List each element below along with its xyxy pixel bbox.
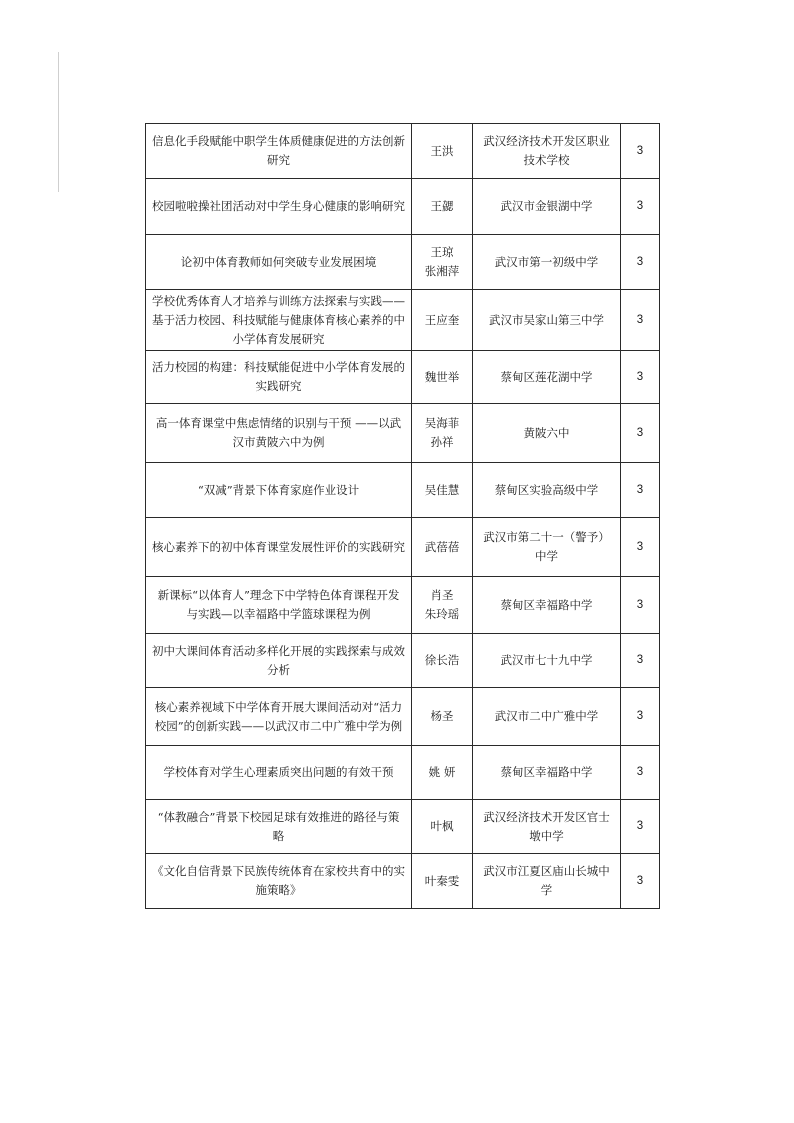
- score-cell: 3: [621, 235, 660, 290]
- author-cell: 吴佳慧: [412, 463, 473, 518]
- paper-title-cell: 新课标“以体育人”理念下中学特色体育课程开发与实践—以幸福路中学篮球课程为例: [146, 577, 412, 634]
- table-row: [146, 179, 660, 235]
- table-row: [146, 235, 660, 290]
- score-cell: 3: [621, 800, 660, 854]
- author-cell: 魏世举: [412, 351, 473, 404]
- school-cell: 武汉市第一初级中学: [473, 235, 621, 290]
- score-cell: 3: [621, 351, 660, 404]
- school-cell: 蔡甸区幸福路中学: [473, 577, 621, 634]
- table-row: [146, 634, 660, 688]
- author-cell: 武蓓蓓: [412, 518, 473, 577]
- score-cell: 3: [621, 179, 660, 235]
- school-cell: 武汉经济技术开发区官士墩中学: [473, 800, 621, 854]
- table-row: [146, 688, 660, 746]
- paper-title-cell: 论初中体育教师如何突破专业发展困境: [146, 235, 412, 290]
- school-cell: 武汉经济技术开发区职业技术学校: [473, 124, 621, 179]
- school-cell: 蔡甸区莲花湖中学: [473, 351, 621, 404]
- author-cell: 王应奎: [412, 290, 473, 351]
- paper-title-cell: 活力校园的构建：科技赋能促进中小学体育发展的实践研究: [146, 351, 412, 404]
- paper-title-cell: 《文化自信背景下民族传统体育在家校共育中的实施策略》: [146, 854, 412, 909]
- school-cell: 武汉市吴家山第三中学: [473, 290, 621, 351]
- score-cell: 3: [621, 518, 660, 577]
- score-cell: 3: [621, 577, 660, 634]
- score-cell: 3: [621, 688, 660, 746]
- table-row: [146, 404, 660, 463]
- paper-title-cell: 信息化手段赋能中职学生体质健康促进的方法创新研究: [146, 124, 412, 179]
- author-cell: 杨圣: [412, 688, 473, 746]
- table-row: [146, 124, 660, 179]
- paper-title-cell: “体教融合”背景下校园足球有效推进的路径与策略: [146, 800, 412, 854]
- table-row: [146, 351, 660, 404]
- score-cell: 3: [621, 404, 660, 463]
- paper-title-cell: 初中大课间体育活动多样化开展的实践探索与成效分析: [146, 634, 412, 688]
- table-row: [146, 800, 660, 854]
- score-cell: 3: [621, 634, 660, 688]
- score-cell: 3: [621, 854, 660, 909]
- author-cell: 吴海菲 孙祥: [412, 404, 473, 463]
- table-row: [146, 518, 660, 577]
- author-cell: 叶秦雯: [412, 854, 473, 909]
- score-cell: 3: [621, 746, 660, 800]
- school-cell: 蔡甸区实验高级中学: [473, 463, 621, 518]
- scan-edge-line: [58, 52, 59, 192]
- score-cell: 3: [621, 463, 660, 518]
- table-row: [146, 577, 660, 634]
- table-row: [146, 746, 660, 800]
- author-cell: 肖圣 朱玲瑶: [412, 577, 473, 634]
- author-cell: 叶枫: [412, 800, 473, 854]
- paper-title-cell: 核心素养视域下中学体育开展大课间活动对“活力校园”的创新实践——以武汉市二中广雅中学为例: [146, 688, 412, 746]
- school-cell: 武汉市金银湖中学: [473, 179, 621, 235]
- school-cell: 武汉市第二十一（警予）中学: [473, 518, 621, 577]
- table-row: [146, 854, 660, 909]
- school-cell: 武汉市江夏区庙山长城中学: [473, 854, 621, 909]
- score-cell: 3: [621, 290, 660, 351]
- author-cell: 王洪: [412, 124, 473, 179]
- paper-title-cell: 核心素养下的初中体育课堂发展性评价的实践研究: [146, 518, 412, 577]
- school-cell: 黄陂六中: [473, 404, 621, 463]
- award-list-table: [145, 123, 660, 909]
- paper-title-cell: “双减”背景下体育家庭作业设计: [146, 463, 412, 518]
- author-cell: 王琼 张湘萍: [412, 235, 473, 290]
- table-row: [146, 290, 660, 351]
- paper-title-cell: 校园啦啦操社团活动对中学生身心健康的影响研究: [146, 179, 412, 235]
- author-cell: 徐长浩: [412, 634, 473, 688]
- paper-title-cell: 学校体育对学生心理素质突出问题的有效干预: [146, 746, 412, 800]
- paper-title-cell: 学校优秀体育人才培养与训练方法探索与实践——基于活力校园、科技赋能与健康体育核心素养的中小学体育发展研究: [146, 290, 412, 351]
- school-cell: 武汉市二中广雅中学: [473, 688, 621, 746]
- paper-title-cell: 高一体育课堂中焦虑情绪的识别与干预 ——以武汉市黄陂六中为例: [146, 404, 412, 463]
- author-cell: 姚 妍: [412, 746, 473, 800]
- school-cell: 蔡甸区幸福路中学: [473, 746, 621, 800]
- table-row: [146, 463, 660, 518]
- author-cell: 王勰: [412, 179, 473, 235]
- score-cell: 3: [621, 124, 660, 179]
- school-cell: 武汉市七十九中学: [473, 634, 621, 688]
